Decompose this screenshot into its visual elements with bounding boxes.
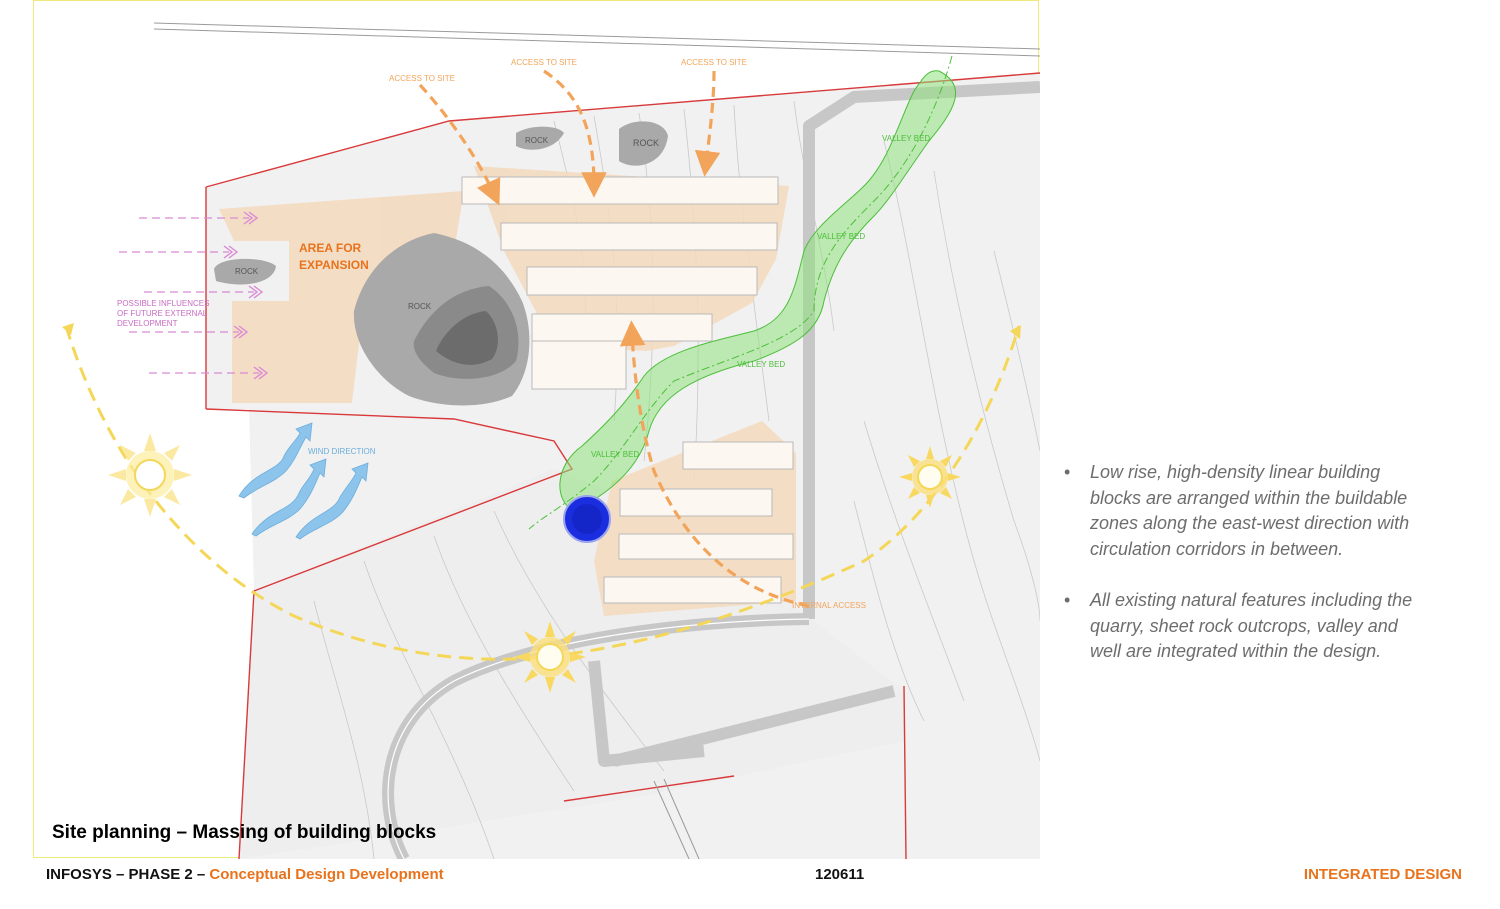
building-block-6 [683, 442, 793, 469]
building-block-5 [532, 341, 626, 389]
rock-label-3: ROCK [235, 267, 259, 276]
valley-label-2: VALLEY BED [817, 232, 866, 241]
building-block-8 [619, 534, 793, 559]
building-block-1 [462, 177, 778, 204]
footer [0, 862, 1500, 890]
note-item: • Low rise, high-density linear building blocks are arranged within the buildable zones along the east-west direction with circulation corridors in between. [1062, 460, 1422, 563]
valley-label-4: VALLEY BED [591, 450, 640, 459]
access-label-1: ACCESS TO SITE [389, 74, 455, 83]
site-plan-svg [34, 1, 1040, 859]
building-block-4 [532, 314, 712, 341]
design-notes [1062, 460, 1422, 690]
building-block-9 [604, 577, 781, 603]
footer-project-prefix: INFOSYS – PHASE 2 – [46, 866, 210, 883]
footer-company: INTEGRATED DESIGN [1303, 866, 1462, 883]
influence-label-line1: POSSIBLE INFLUENCES [117, 299, 210, 308]
building-block-3 [527, 267, 757, 295]
valley-label-3: VALLEY BED [737, 360, 786, 369]
influence-label-line3: DEVELOPMENT [117, 319, 178, 328]
building-block-2 [501, 223, 777, 250]
rock-label-1: ROCK [525, 136, 549, 145]
access-label-2: ACCESS TO SITE [511, 58, 577, 67]
sun-west [108, 433, 192, 517]
sun-south [514, 621, 586, 693]
rock-label-4: ROCK [408, 302, 432, 311]
influence-label-line2: OF FUTURE EXTERNAL [117, 309, 208, 318]
site-plan-diagram [33, 0, 1039, 858]
rock-label-2: ROCK [633, 138, 660, 148]
sun-east [899, 446, 961, 508]
note-item: • All existing natural features including the quarry, sheet rock outcrops, valley and well are integrated within the design. [1062, 588, 1422, 665]
access-label-3: ACCESS TO SITE [681, 58, 747, 67]
map-caption: Site planning – Massing of building blocks [52, 822, 437, 843]
footer-date-code: 120611 [815, 866, 865, 883]
wind-label: WIND DIRECTION [308, 447, 376, 456]
valley-label-1: VALLEY BED [882, 134, 931, 143]
internal-access-label: INTERNAL ACCESS [792, 601, 866, 610]
expansion-label-line2: EXPANSION [299, 258, 369, 272]
building-block-7 [620, 489, 772, 516]
footer-project-title [46, 866, 444, 883]
top-road-lines [154, 23, 1040, 56]
footer-stage: Conceptual Design Development [209, 866, 444, 883]
expansion-label-line1: AREA FOR [299, 241, 362, 255]
well-highlight [572, 504, 602, 534]
